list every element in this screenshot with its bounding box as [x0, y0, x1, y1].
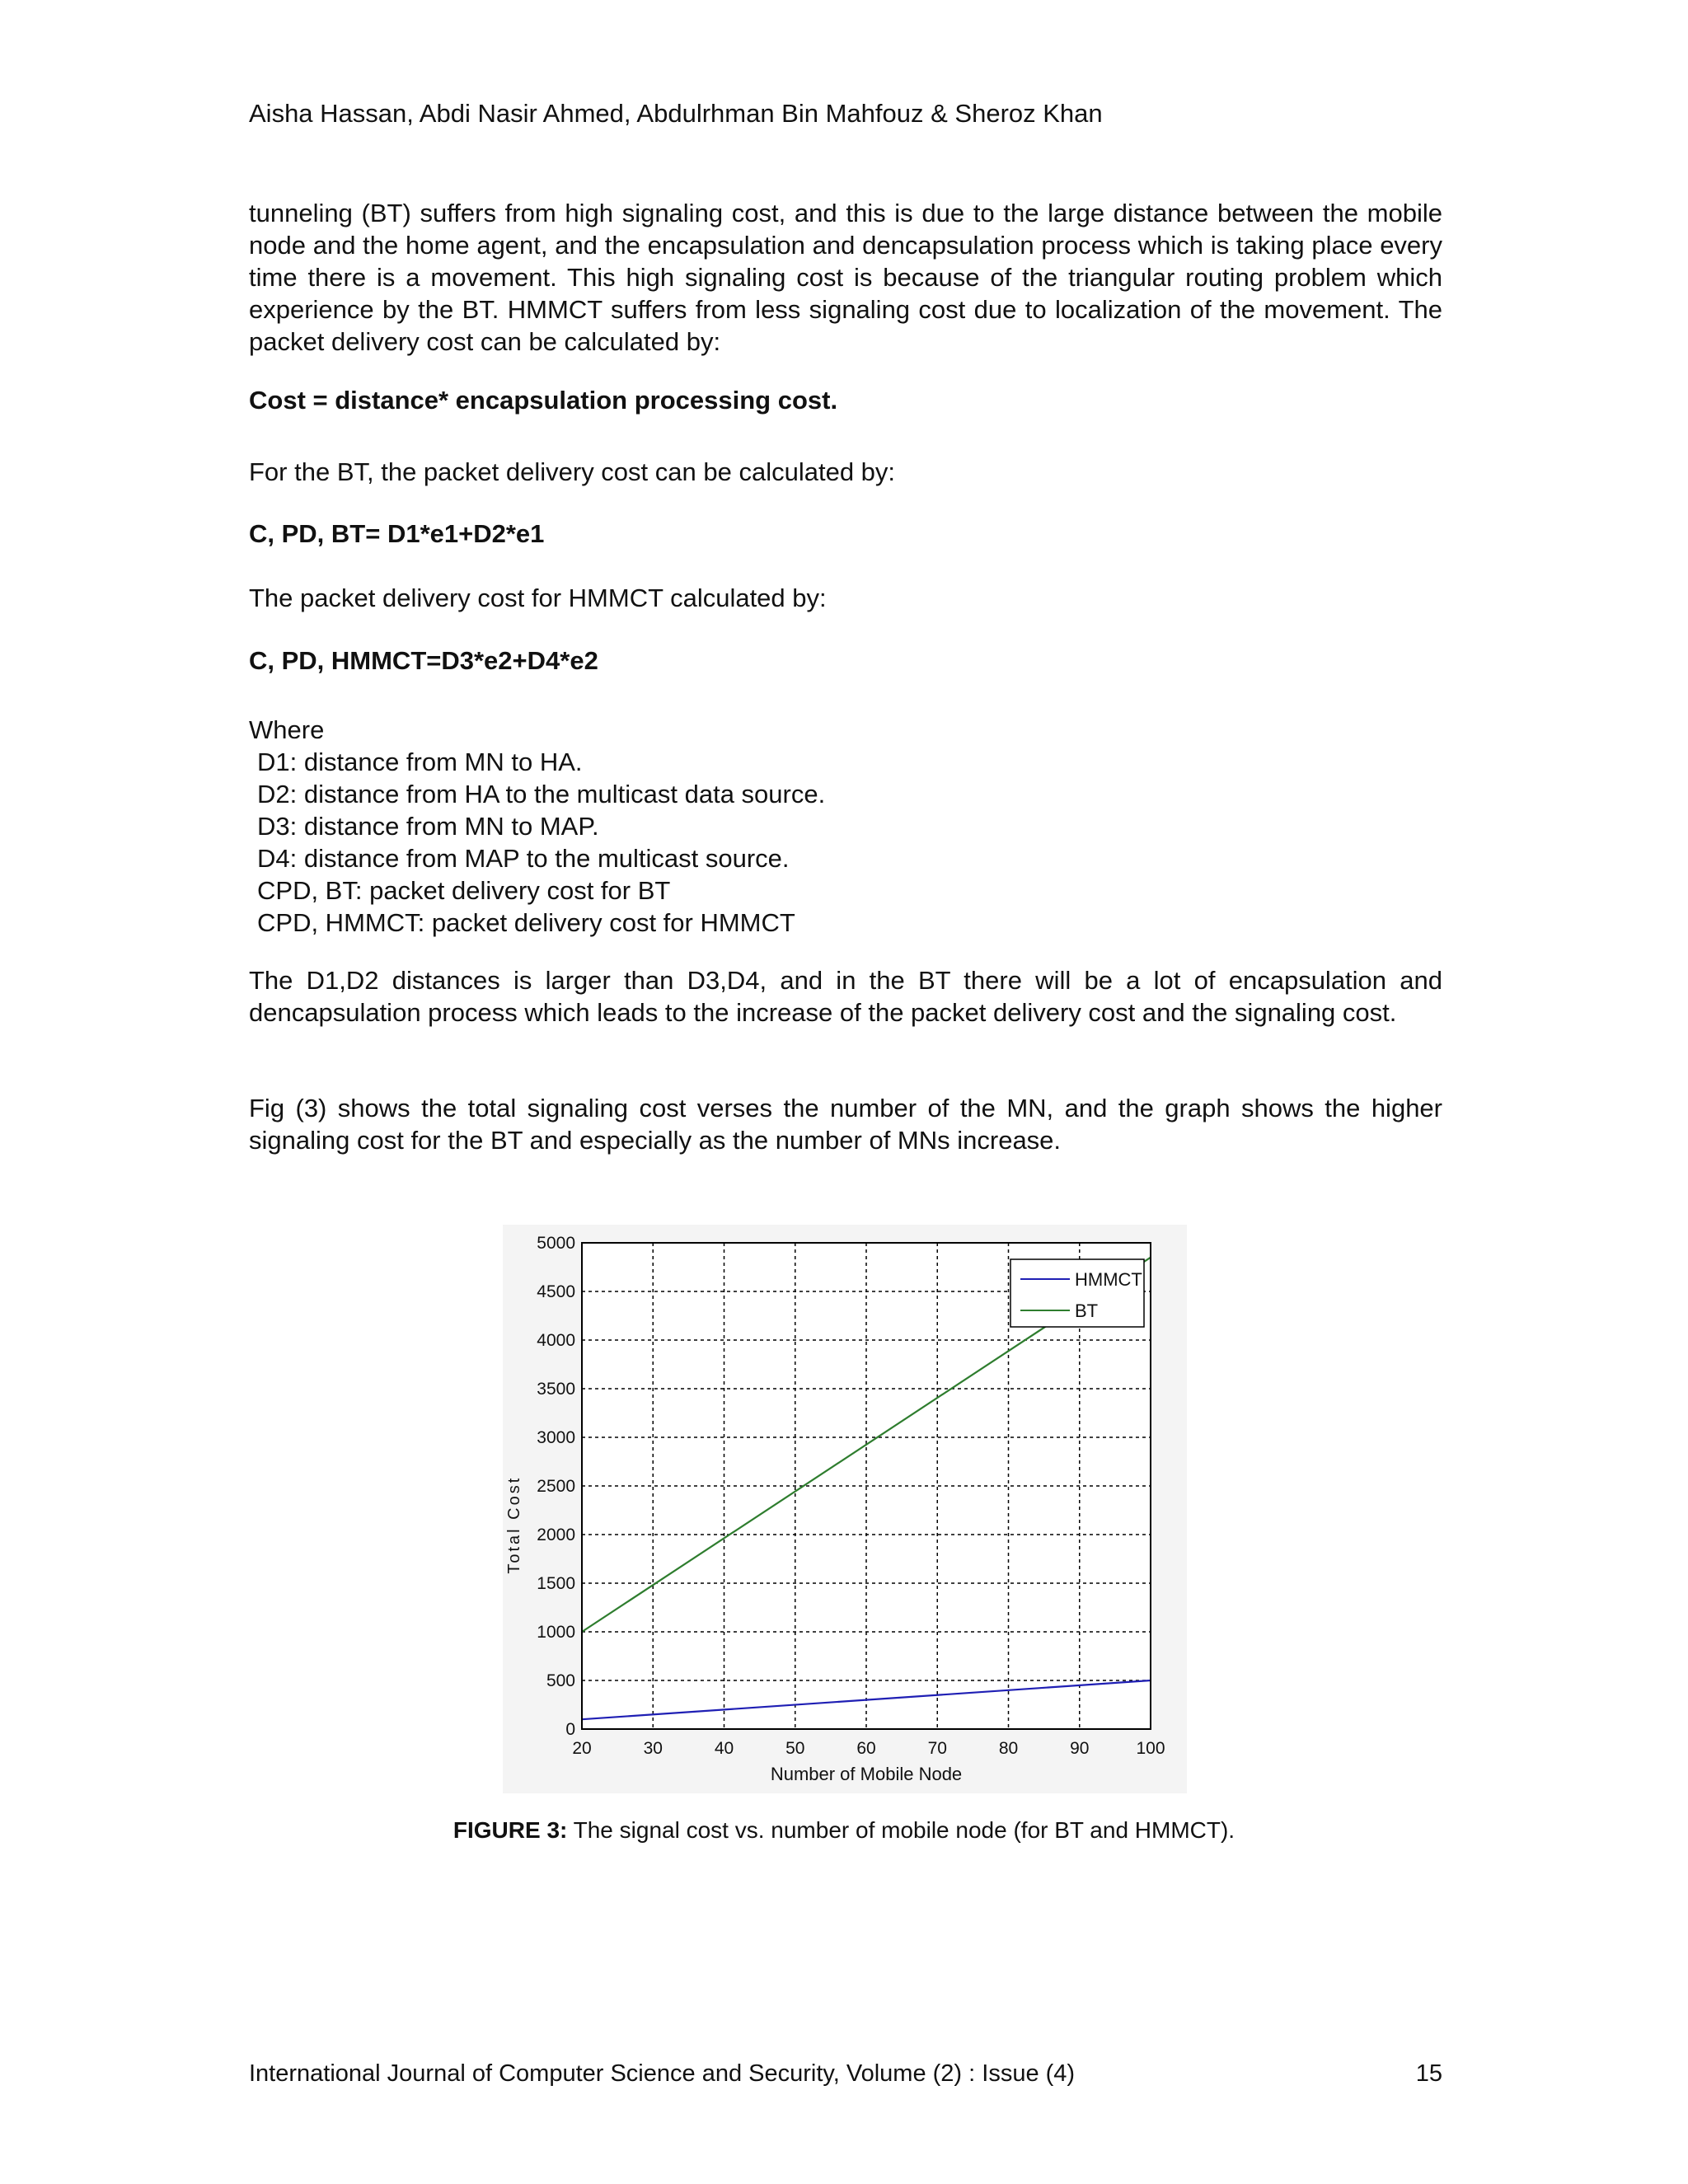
paragraph-intro: [249, 197, 1442, 358]
paragraph-text: The D1,D2 distances is larger than D3,D4, and in the BT there will be a lot of encapsulation and dencapsulation process which leads to the increase of the packet delivery cost and the signaling cost.: [249, 966, 1442, 1027]
hmmct-intro: The packet delivery cost for HMMCT calculated by:: [249, 583, 827, 612]
y-tick-label: 500: [546, 1671, 575, 1690]
formula-hmmct: C, PD, HMMCT=D3*e2+D4*e2: [249, 646, 598, 675]
caption-label: FIGURE 3:: [452, 1817, 568, 1843]
y-tick-label: 3000: [537, 1428, 575, 1447]
caption-text: The signal cost vs. number of mobile node (for BT and HMMCT).: [567, 1817, 1236, 1843]
x-tick-label: 60: [856, 1739, 876, 1758]
y-tick-label: 4000: [537, 1331, 575, 1350]
definitions-list: [249, 714, 825, 939]
legend-label-bt: BT: [1075, 1301, 1099, 1321]
x-axis-label: Number of Mobile Node: [770, 1764, 963, 1784]
paragraph-text: tunneling (BT) suffers from high signaling cost, and this is due to the large distance between the mobile node and the home agent, and the encapsulation and dencapsulation process which is taking place every time there is a movement. This high signaling cost is because of the triangular routing problem which experience by the BT. HMMCT suffers from less signaling cost due to localization of the movement. The packet delivery cost can be calculated by:: [249, 199, 1442, 356]
paragraph-distances: [249, 964, 1442, 1029]
x-tick-label: 90: [1070, 1739, 1090, 1758]
y-tick-label: 4500: [537, 1282, 575, 1301]
x-tick-label: 80: [998, 1739, 1019, 1758]
where-label: Where: [249, 715, 325, 744]
y-tick-label: 1500: [537, 1574, 575, 1593]
x-tick-label: 50: [785, 1739, 805, 1758]
y-axis-label: Total Cost: [505, 1475, 523, 1574]
running-header: Aisha Hassan, Abdi Nasir Ahmed, Abdulrhman Bin Mahfouz & Sheroz Khan: [249, 99, 1103, 128]
footer-journal: International Journal of Computer Science and Security, Volume (2) : Issue (4): [249, 2060, 1076, 2087]
y-tick-label: 1000: [537, 1623, 575, 1642]
formula-bt: C, PD, BT= D1*e1+D2*e1: [249, 519, 545, 548]
paragraph-text: Fig (3) shows the total signaling cost verses the number of the MN, and the graph shows the higher signaling cost for the BT and especially as the number of MNs increase.: [249, 1094, 1442, 1155]
paragraph-figure-ref: [249, 1092, 1442, 1156]
x-tick-label: 40: [714, 1739, 734, 1758]
y-tick-label: 2000: [537, 1526, 575, 1544]
x-tick-label: 30: [643, 1739, 663, 1758]
page-number: 15: [1415, 2060, 1442, 2087]
definition-item: D3: distance from MN to MAP.: [257, 812, 599, 841]
y-tick-label: 3500: [537, 1380, 575, 1399]
bt-intro: For the BT, the packet delivery cost can be calculated by:: [249, 457, 896, 486]
y-tick-label: 2500: [537, 1477, 575, 1496]
figure-caption: [0, 1817, 1688, 1844]
x-tick-label: 20: [572, 1739, 592, 1758]
x-tick-label: 70: [927, 1739, 947, 1758]
definition-item: D4: distance from MAP to the multicast source.: [257, 844, 790, 873]
definition-item: D1: distance from MN to HA.: [257, 748, 583, 776]
x-tick-label: 100: [1136, 1739, 1165, 1758]
formula-cost: Cost = distance* encapsulation processing cost.: [249, 386, 838, 415]
figure-3-chart: [503, 1225, 1187, 1793]
definition-item: D2: distance from HA to the multicast data source.: [257, 780, 826, 808]
y-tick-label: 0: [565, 1720, 575, 1739]
legend: [1010, 1259, 1144, 1327]
definition-item: CPD, BT: packet delivery cost for BT: [257, 876, 671, 905]
legend-label-hmmct: HMMCT: [1075, 1269, 1142, 1290]
chart-svg: [503, 1225, 1187, 1793]
definition-item: CPD, HMMCT: packet delivery cost for HMMCT: [257, 908, 795, 937]
y-tick-label: 5000: [537, 1234, 575, 1253]
